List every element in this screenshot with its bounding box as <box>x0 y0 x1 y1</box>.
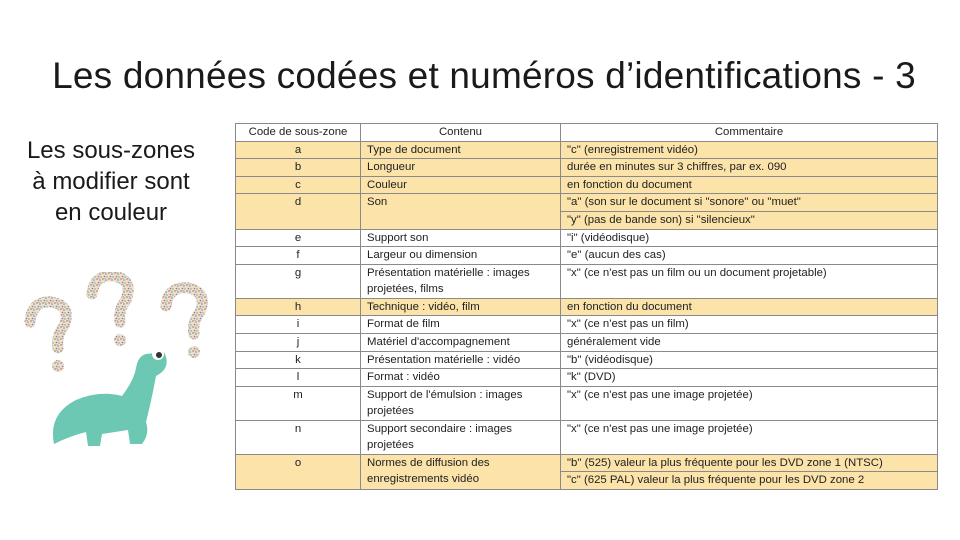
cell-comment: "b" (525) valeur la plus fréquente pour les DVD zone 1 (NTSC) <box>561 454 938 472</box>
cell-comment: "e" (aucun des cas) <box>561 247 938 265</box>
cell-comment: "i" (vidéodisque) <box>561 229 938 247</box>
cell-comment: "x" (ce n'est pas une image projetée) <box>561 386 938 420</box>
cell-code: g <box>236 264 361 298</box>
cell-code: n <box>236 420 361 454</box>
cell-content: Largeur ou dimension <box>361 247 561 265</box>
cell-comment: "b" (vidéodisque) <box>561 351 938 369</box>
cell-content: Support secondaire : images projetées <box>361 420 561 454</box>
side-note-line: en couleur <box>54 199 168 226</box>
cell-code: c <box>236 176 361 194</box>
dinosaur-icon <box>53 348 167 446</box>
table-row <box>236 141 938 159</box>
cell-comment: en fonction du document <box>561 176 938 194</box>
cell-comment: en fonction du document <box>561 298 938 316</box>
table-row <box>236 333 938 351</box>
cell-comment: "c" (625 PAL) valeur la plus fréquente pour les DVD zone 2 <box>561 472 938 490</box>
cell-comment: généralement vide <box>561 333 938 351</box>
cell-code: j <box>236 333 361 351</box>
cell-comment: "k" (DVD) <box>561 369 938 387</box>
cell-code: f <box>236 247 361 265</box>
cell-comment: "c" (enregistrement vidéo) <box>561 141 938 159</box>
question-mark-icon <box>166 288 202 334</box>
cell-content: Format : vidéo <box>361 369 561 387</box>
table-row <box>236 229 938 247</box>
table-row <box>236 264 938 298</box>
table-row <box>236 298 938 316</box>
cell-content: Support son <box>361 229 561 247</box>
cell-code: o <box>236 454 361 489</box>
table-row <box>236 176 938 194</box>
cell-comment: "x" (ce n'est pas une image projetée) <box>561 420 938 454</box>
page-title: Les données codées et numéros d’identifications - 3 <box>52 54 916 96</box>
cell-code: d <box>236 194 361 229</box>
cell-content: Présentation matérielle : images projetées, films <box>361 264 561 298</box>
cell-comment: "x" (ce n'est pas un film ou un document projetable) <box>561 264 938 298</box>
cell-code: b <box>236 159 361 177</box>
cell-code: m <box>236 386 361 420</box>
cell-comment: "y" (pas de bande son) si "silencieux" <box>561 211 938 229</box>
table-row <box>236 454 938 472</box>
cell-content: Support de l'émulsion : images projetées <box>361 386 561 420</box>
cell-code: i <box>236 316 361 334</box>
cell-content: Matériel d'accompagnement <box>361 333 561 351</box>
cell-content: Technique : vidéo, film <box>361 298 561 316</box>
cell-content: Présentation matérielle : vidéo <box>361 351 561 369</box>
side-note <box>12 135 210 228</box>
subfield-table <box>235 123 938 490</box>
question-mark-icon <box>30 302 66 348</box>
dino-illustration <box>18 272 218 452</box>
header-content: Contenu <box>361 124 561 142</box>
cell-code: l <box>236 369 361 387</box>
cell-content: Format de film <box>361 316 561 334</box>
table-row <box>236 316 938 334</box>
header-code: Code de sous-zone <box>236 124 361 142</box>
table-row <box>236 369 938 387</box>
table-row <box>236 420 938 454</box>
question-mark-dot <box>188 346 200 358</box>
cell-comment: durée en minutes sur 3 chiffres, par ex. 090 <box>561 159 938 177</box>
cell-content: Couleur <box>361 176 561 194</box>
cell-content: Normes de diffusion des enregistrements vidéo <box>361 454 561 489</box>
cell-code: a <box>236 141 361 159</box>
table-row <box>236 159 938 177</box>
table-header-row <box>236 124 938 142</box>
table-row <box>236 247 938 265</box>
cell-content: Type de document <box>361 141 561 159</box>
table-row <box>236 194 938 212</box>
header-comment: Commentaire <box>561 124 938 142</box>
cell-content: Son <box>361 194 561 229</box>
side-note-line: à modifier sont <box>32 168 190 195</box>
question-mark-dot <box>52 360 64 372</box>
question-mark-dot <box>114 334 126 346</box>
cell-comment: "a" (son sur le document si "sonore" ou "muet" <box>561 194 938 212</box>
table-row <box>236 386 938 420</box>
question-mark-icon <box>92 276 128 322</box>
table-row <box>236 351 938 369</box>
cell-code: e <box>236 229 361 247</box>
cell-comment: "x" (ce n'est pas un film) <box>561 316 938 334</box>
cell-content: Longueur <box>361 159 561 177</box>
cell-code: h <box>236 298 361 316</box>
side-note-line: Les sous-zones <box>26 137 196 164</box>
cell-code: k <box>236 351 361 369</box>
